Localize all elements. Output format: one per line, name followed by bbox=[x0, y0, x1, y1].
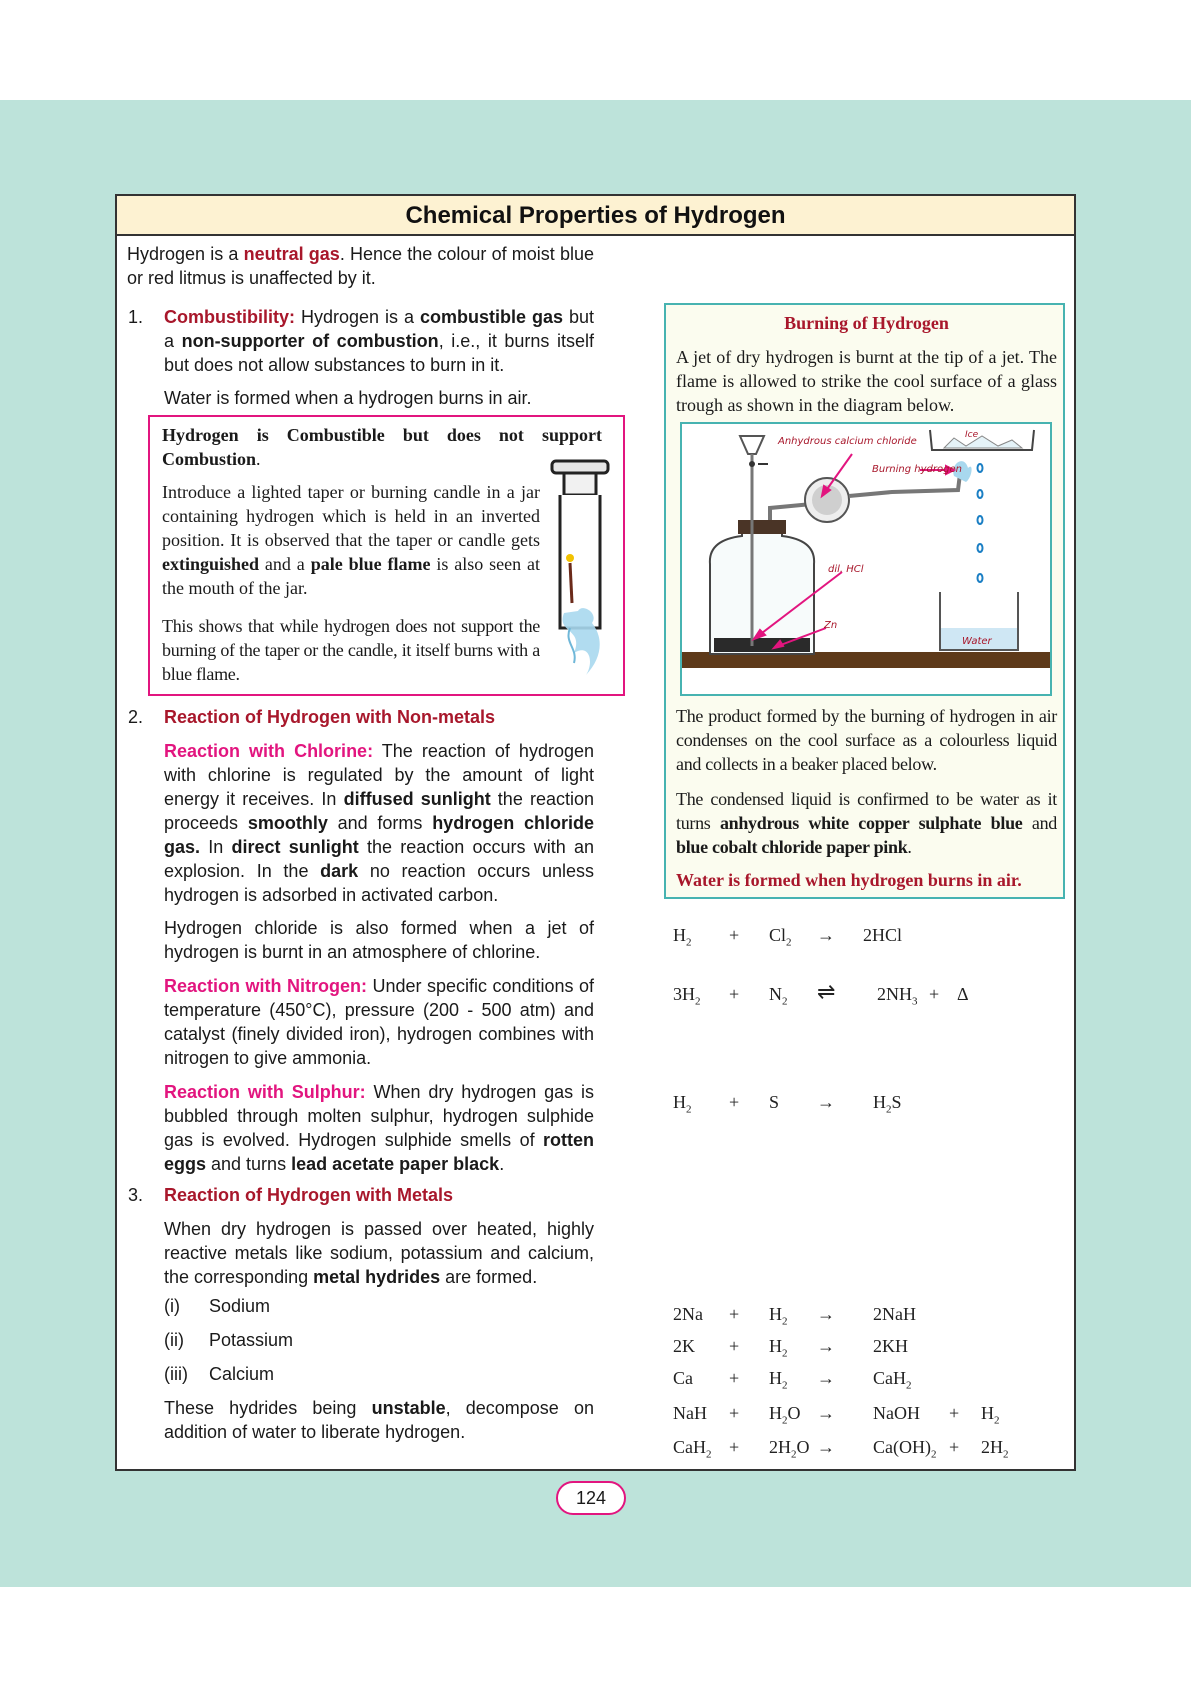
equation-reactant: S bbox=[769, 1092, 780, 1112]
list-item-number: (iii) bbox=[164, 1364, 188, 1384]
equation-h2-s: $H_2$ bbox=[673, 1092, 692, 1116]
equation-delta: Δ bbox=[957, 984, 969, 1004]
equation-calcium: Ca bbox=[673, 1368, 693, 1388]
list-item-number: (i) bbox=[164, 1296, 180, 1316]
equation-product: 2NaH bbox=[873, 1304, 916, 1324]
page-frame bbox=[115, 194, 1076, 1471]
burning-box-conclusion: Water is formed when hydrogen burns in air. bbox=[676, 870, 1022, 890]
equation-arrow: → bbox=[817, 925, 835, 945]
equation-plus: + bbox=[729, 1304, 740, 1324]
equation-cah2-water: CaH$_2$ bbox=[673, 1437, 712, 1461]
equation-plus: + bbox=[949, 1403, 960, 1423]
equation-reactant: $2H_2O$ bbox=[769, 1437, 810, 1461]
section-1-number: 1. bbox=[128, 307, 144, 327]
equation-arrow: → bbox=[817, 1368, 835, 1388]
equation-reactant: $Cl_2$ bbox=[769, 925, 792, 949]
equation-plus: + bbox=[729, 984, 740, 1004]
equation-product: $H_2S$ bbox=[873, 1092, 902, 1116]
equation-product: $2NH_3$ bbox=[877, 984, 918, 1008]
combustible-box-heading: Hydrogen is Combustible but does not support Combustion. bbox=[162, 425, 602, 469]
equation-3h2-n2: $3H_2$ bbox=[673, 984, 701, 1008]
list-item-number: (ii) bbox=[164, 1330, 184, 1350]
section-3-number: 3. bbox=[128, 1185, 144, 1205]
equation-reactant: $H_2$ bbox=[769, 1336, 788, 1360]
equation-product: NaOH bbox=[873, 1403, 920, 1423]
burning-box-para1: A jet of dry hydrogen is burnt at the tip of a jet. The flame is allowed to strike the cool surface of a glass trough as shown in the diagram below. bbox=[676, 347, 1057, 415]
equation-reactant: $N_2$ bbox=[769, 984, 788, 1008]
nitrogen-paragraph: Reaction with Nitrogen: Under specific conditions of temperature (450°C), pressure (200 - 500 atm) and catalyst (finely divided iron), hydrogen combines with nitrogen to give ammonia. bbox=[164, 976, 594, 1068]
diagram-label-anhydrous: Anhydrous calcium chloride bbox=[778, 436, 917, 447]
section-3-heading: Reaction of Hydrogen with Metals bbox=[164, 1185, 454, 1205]
equation-product: 2HCl bbox=[863, 925, 903, 945]
equation-potassium: 2K bbox=[673, 1336, 695, 1356]
intro-paragraph: Hydrogen is a neutral gas. Hence the colour of moist blue or red litmus is unaffected by it. bbox=[127, 244, 595, 288]
burning-hydrogen-box bbox=[664, 303, 1065, 899]
equation-plus: + bbox=[729, 1437, 740, 1457]
equation-arrow: → bbox=[817, 1336, 835, 1356]
equation-h2-cl2: $H_2$ bbox=[673, 925, 692, 949]
equation-sodium: 2Na bbox=[673, 1304, 703, 1324]
equation-arrow: → bbox=[817, 1092, 835, 1112]
burning-apparatus-diagram bbox=[680, 422, 1052, 696]
equation-plus: + bbox=[729, 1368, 740, 1388]
metals-paragraph: When dry hydrogen is passed over heated, highly reactive metals like sodium, potassium and calcium, the corresponding metal hydrides are formed. bbox=[164, 1219, 594, 1287]
equation-reactant: $H_2O$ bbox=[769, 1403, 801, 1427]
diagram-label-ice: Ice bbox=[965, 430, 979, 440]
equation-plus: + bbox=[729, 1336, 740, 1356]
list-item-label: Sodium bbox=[209, 1296, 271, 1316]
sulphur-paragraph: Reaction with Sulphur: When dry hydrogen gas is bubbled through molten sulphur, hydrogen sulphide gas is evolved. Hydrogen sulphide smells of rotten eggs and turns lead acetate paper black. bbox=[164, 1082, 594, 1174]
equation-product: $H_2$ bbox=[981, 1403, 1000, 1427]
chlorine-paragraph: Reaction with Chlorine: The reaction of hydrogen with chlorine is regulated by the amount of light energy it receives. In diffused sunlight the reaction proceeds smoothly and forms hydrogen chloride gas. In direct sunlight the reaction occurs with an explosion. In the dark no reaction occurs unless hydrogen is adsorbed in activated carbon. bbox=[164, 741, 595, 905]
inverted-jar-illustration bbox=[544, 453, 616, 683]
page-title: Chemical Properties of Hydrogen bbox=[117, 196, 1074, 236]
diagram-label-dil-hcl: dil. HCl bbox=[828, 564, 864, 575]
equation-reactant: $H_2$ bbox=[769, 1368, 788, 1392]
equation-product: $Ca(OH)_2$ bbox=[873, 1437, 937, 1461]
equation-plus: + bbox=[929, 984, 940, 1004]
hcl-jet-paragraph: Hydrogen chloride is also formed when a jet of hydrogen is burnt in an atmosphere of chlorine. bbox=[164, 918, 594, 962]
diagram-label-zn: Zn bbox=[824, 620, 838, 631]
equation-equilibrium-arrow: ⇌ bbox=[817, 979, 836, 1004]
section-2-heading: Reaction of Hydrogen with Non-metals bbox=[164, 707, 496, 727]
burning-box-para3: The condensed liquid is confirmed to be water as it turns anhydrous white copper sulphate blue and blue cobalt chloride paper pink. bbox=[676, 789, 1057, 857]
apparatus-drawing bbox=[682, 424, 1050, 694]
equation-arrow: → bbox=[817, 1403, 835, 1423]
section-2-number: 2. bbox=[128, 707, 144, 727]
equation-product: CaH$_2$ bbox=[873, 1368, 912, 1392]
equation-product: 2KH bbox=[873, 1336, 908, 1356]
equation-reactant: $H_2$ bbox=[769, 1304, 788, 1328]
water-formed-text: Water is formed when a hydrogen burns in air. bbox=[164, 388, 532, 408]
list-item-label: Potassium bbox=[209, 1330, 294, 1350]
diagram-label-burning: Burning hydrogen bbox=[872, 464, 962, 475]
combustible-box-para2: This shows that while hydrogen does not support the burning of the taper or the candle, it itself burns with a blue flame. bbox=[162, 616, 540, 684]
page-number: 124 bbox=[556, 1481, 626, 1515]
equation-plus: + bbox=[729, 1403, 740, 1423]
section-1-paragraph: Combustibility: Hydrogen is a combustible gas but a non-supporter of combustion, i.e., it burns itself but does not allow substances to burn in it. bbox=[164, 307, 595, 375]
burning-box-heading: Burning of Hydrogen bbox=[784, 313, 949, 333]
equation-plus: + bbox=[729, 925, 740, 945]
diagram-label-water: Water bbox=[962, 636, 992, 647]
equation-plus: + bbox=[949, 1437, 960, 1457]
equation-nah-water: NaH bbox=[673, 1403, 707, 1423]
equation-product: $2H_2$ bbox=[981, 1437, 1009, 1461]
equation-plus: + bbox=[729, 1092, 740, 1112]
combustible-box-para1: Introduce a lighted taper or burning candle in a jar containing hydrogen which is held in an inverted position. It is observed that the taper or candle gets extinguished and a pale blue flame is also seen at the mouth of the jar. bbox=[162, 482, 540, 598]
combustible-box bbox=[148, 415, 625, 696]
list-item-label: Calcium bbox=[209, 1364, 275, 1384]
burning-box-para2: The product formed by the burning of hydrogen in air condenses on the cool surface as a colourless liquid and collects in a beaker placed below. bbox=[676, 706, 1057, 774]
hydrides-paragraph: These hydrides being unstable, decompose on addition of water to liberate hydrogen. bbox=[164, 1398, 594, 1442]
equation-arrow: → bbox=[817, 1437, 835, 1457]
equation-arrow: → bbox=[817, 1304, 835, 1324]
